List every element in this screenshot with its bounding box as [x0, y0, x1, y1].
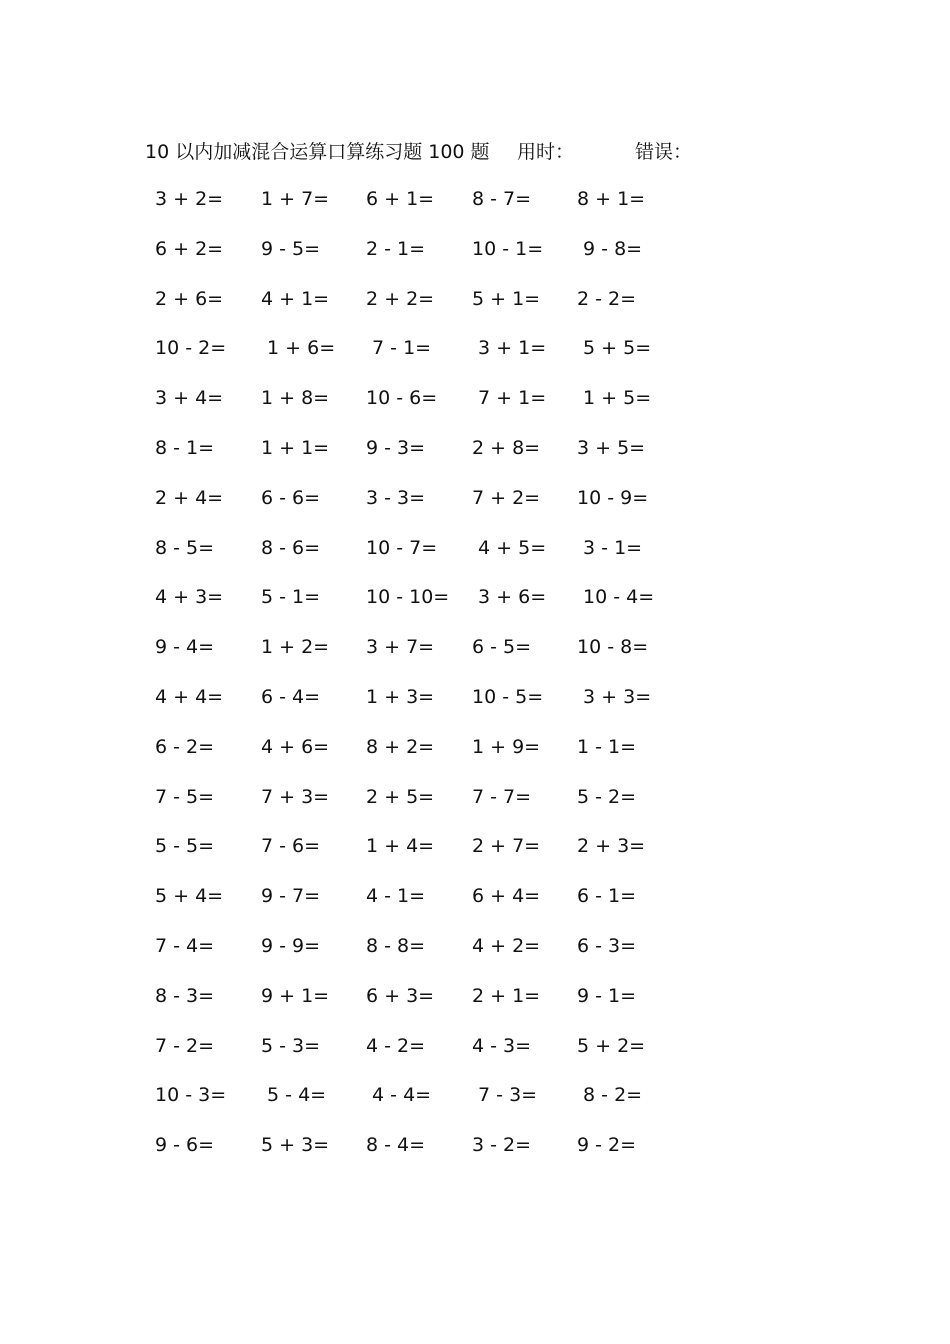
- problem-item: 2 + 2=: [366, 287, 435, 310]
- problem-item: 8 - 6=: [261, 536, 321, 559]
- problem-item: 1 + 9=: [472, 735, 541, 758]
- problem-item: 1 + 8=: [261, 387, 330, 410]
- problem-item: 8 + 2=: [366, 735, 435, 758]
- problem-item: 7 + 2=: [472, 486, 541, 509]
- problem-item: 6 + 4=: [472, 885, 541, 908]
- problem-item: 3 + 7=: [366, 636, 435, 659]
- problem-item: 3 + 4=: [155, 387, 224, 410]
- problem-item: 9 - 6=: [155, 1134, 215, 1157]
- problem-item: 7 - 1=: [366, 337, 432, 360]
- problem-item: 8 - 3=: [155, 984, 215, 1007]
- problem-item: 10 - 10=: [366, 586, 450, 609]
- problem-row: [0, 236, 950, 286]
- problem-row: [0, 584, 950, 634]
- problem-item: 6 + 2=: [155, 237, 224, 260]
- problem-item: 5 + 5=: [577, 337, 652, 360]
- problem-item: 6 - 4=: [261, 685, 321, 708]
- problem-item: 1 + 1=: [261, 436, 330, 459]
- problem-row: [0, 1033, 950, 1083]
- problem-item: 2 - 1=: [366, 237, 426, 260]
- problem-item: 2 + 6=: [155, 287, 224, 310]
- problem-item: 6 + 1=: [366, 188, 435, 210]
- error-count-label: 错误：: [635, 141, 693, 163]
- problem-item: 4 + 1=: [261, 287, 330, 310]
- problem-item: 10 - 9=: [577, 486, 649, 509]
- problem-item: 3 - 2=: [472, 1134, 532, 1157]
- problem-item: 5 - 3=: [261, 1034, 321, 1057]
- problem-item: 8 - 8=: [366, 934, 426, 957]
- problem-item: 9 - 1=: [577, 984, 637, 1007]
- problem-item: 10 - 6=: [366, 387, 438, 410]
- problem-item: 7 - 3=: [472, 1084, 538, 1107]
- problem-item: 5 + 3=: [261, 1134, 330, 1157]
- problem-row: [0, 734, 950, 784]
- problem-item: 6 - 3=: [577, 934, 637, 957]
- problem-item: 9 - 7=: [261, 885, 321, 908]
- problem-item: 7 - 6=: [261, 835, 321, 858]
- problem-row: [0, 186, 950, 236]
- problem-item: 1 + 4=: [366, 835, 435, 858]
- problem-item: 2 - 2=: [577, 287, 637, 310]
- problem-item: 8 - 7=: [472, 188, 532, 210]
- problem-row: [0, 335, 950, 385]
- problem-item: 2 + 7=: [472, 835, 541, 858]
- problem-item: 2 + 3=: [577, 835, 646, 858]
- problem-item: 1 + 3=: [366, 685, 435, 708]
- problem-item: 3 - 1=: [577, 536, 643, 559]
- problem-item: 4 + 2=: [472, 934, 541, 957]
- problem-item: 8 - 4=: [366, 1134, 426, 1157]
- problem-item: 7 - 5=: [155, 785, 215, 808]
- problem-row: [0, 833, 950, 883]
- problem-item: 6 + 3=: [366, 984, 435, 1007]
- problem-item: 9 - 5=: [261, 237, 321, 260]
- problem-item: 9 - 8=: [577, 237, 643, 260]
- problem-row: [0, 1082, 950, 1132]
- problem-item: 4 + 5=: [472, 536, 547, 559]
- problem-item: 3 + 5=: [577, 436, 646, 459]
- problem-item: 9 - 9=: [261, 934, 321, 957]
- problem-item: 4 - 4=: [366, 1084, 432, 1107]
- problem-item: 2 + 5=: [366, 785, 435, 808]
- problem-row: [0, 634, 950, 684]
- problem-row: [0, 485, 950, 535]
- problem-item: 5 + 1=: [472, 287, 541, 310]
- problem-item: 5 - 1=: [261, 586, 321, 609]
- problem-item: 7 - 2=: [155, 1034, 215, 1057]
- problem-item: 1 + 6=: [261, 337, 336, 360]
- problem-item: 9 + 1=: [261, 984, 330, 1007]
- problem-item: 10 - 5=: [472, 685, 544, 708]
- problem-item: 4 - 2=: [366, 1034, 426, 1057]
- problem-item: 8 - 1=: [155, 436, 215, 459]
- problem-row: [0, 1132, 950, 1182]
- problem-item: 1 + 2=: [261, 636, 330, 659]
- problem-item: 8 + 1=: [577, 188, 646, 210]
- problem-item: 1 + 7=: [261, 188, 330, 210]
- problem-item: 10 - 7=: [366, 536, 438, 559]
- problem-item: 3 - 3=: [366, 486, 426, 509]
- problem-item: 6 - 6=: [261, 486, 321, 509]
- problem-item: 10 - 2=: [155, 337, 227, 360]
- problem-item: 4 + 3=: [155, 586, 224, 609]
- problem-item: 3 + 3=: [577, 685, 652, 708]
- problem-row: [0, 385, 950, 435]
- problem-row: [0, 684, 950, 734]
- problem-item: 2 + 8=: [472, 436, 541, 459]
- problem-row: [0, 286, 950, 336]
- problem-row: [0, 983, 950, 1033]
- problem-item: 7 - 7=: [472, 785, 532, 808]
- problem-item: 5 + 4=: [155, 885, 224, 908]
- problem-item: 2 + 4=: [155, 486, 224, 509]
- problem-item: 10 - 4=: [577, 586, 655, 609]
- problem-item: 5 + 2=: [577, 1034, 646, 1057]
- problem-item: 3 + 2=: [155, 188, 224, 210]
- problem-item: 10 - 8=: [577, 636, 649, 659]
- problem-row: [0, 535, 950, 585]
- problem-item: 9 - 4=: [155, 636, 215, 659]
- problem-row: [0, 784, 950, 834]
- problem-item: 8 - 5=: [155, 536, 215, 559]
- problem-item: 5 - 2=: [577, 785, 637, 808]
- worksheet-title: 10 以内加减混合运算口算练习题 100 题: [145, 141, 490, 163]
- problem-item: 6 - 1=: [577, 885, 637, 908]
- problem-row: [0, 933, 950, 983]
- problem-item: 4 + 4=: [155, 685, 224, 708]
- problem-item: 2 + 1=: [472, 984, 541, 1007]
- problem-item: 6 - 2=: [155, 735, 215, 758]
- problem-item: 4 - 3=: [472, 1034, 532, 1057]
- problem-item: 4 - 1=: [366, 885, 426, 908]
- problem-item: 1 - 1=: [577, 735, 637, 758]
- problem-item: 1 + 5=: [577, 387, 652, 410]
- problem-item: 3 + 6=: [472, 586, 547, 609]
- problem-item: 7 + 3=: [261, 785, 330, 808]
- problem-item: 5 - 5=: [155, 835, 215, 858]
- problem-item: 10 - 3=: [155, 1084, 227, 1107]
- problem-item: 3 + 1=: [472, 337, 547, 360]
- problem-row: [0, 883, 950, 933]
- problem-grid: [0, 186, 950, 1182]
- problem-item: 6 - 5=: [472, 636, 532, 659]
- problem-item: 5 - 4=: [261, 1084, 327, 1107]
- time-used-label: 用时：: [517, 141, 575, 163]
- problem-item: 4 + 6=: [261, 735, 330, 758]
- problem-item: 8 - 2=: [577, 1084, 643, 1107]
- problem-item: 9 - 3=: [366, 436, 426, 459]
- problem-item: 9 - 2=: [577, 1134, 637, 1157]
- problem-item: 10 - 1=: [472, 237, 544, 260]
- problem-row: [0, 435, 950, 485]
- problem-item: 7 + 1=: [472, 387, 547, 410]
- problem-item: 7 - 4=: [155, 934, 215, 957]
